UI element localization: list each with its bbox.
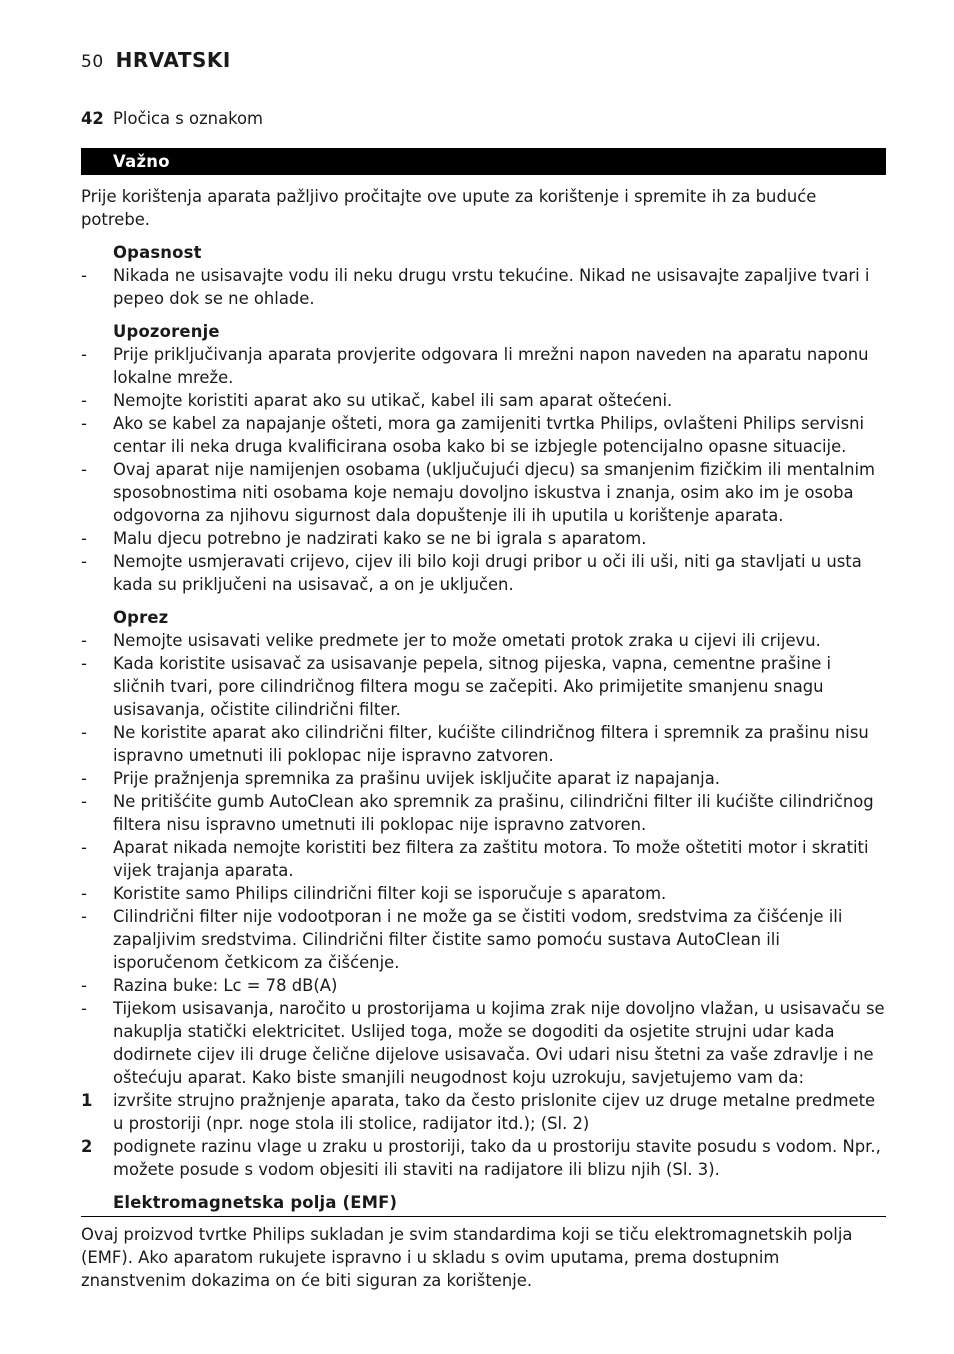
bullet-marker: -: [81, 838, 87, 857]
bullet-marker: -: [81, 976, 87, 995]
caution-steps: [81, 1089, 886, 1181]
list-item: - Cilindrični filter nije vodootporan i ne može ga se čistiti vodom, sredstvima za čišćenje ili zapaljivim sredstvima. Cilindrični filter čistite samo pomoću sustava AutoClean ili isporučenom četkicom za čišćenje.: [81, 907, 843, 972]
list-item: - Ovaj aparat nije namijenjen osobama (uključujući djecu) sa smanjenim fizičkim ili mentalnim sposobnostima niti osobama koje nemaju dovoljno iskustva i znanja, osim ako im je osoba odgovorna za njihovu sigurnost dala dopuštenje ili ih uputila u korištenje aparata.: [81, 460, 875, 525]
step-number: 2: [81, 1137, 93, 1156]
list-item: - Razina buke: Lc = 78 dB(A): [81, 976, 338, 995]
legend-text: Pločica s oznakom: [113, 109, 264, 128]
bullet-marker: -: [81, 414, 87, 433]
bullet-marker: -: [81, 631, 87, 650]
list-item: - Ne pritišćite gumb AutoClean ako spremnik za prašinu, cilindrični filter ili kućište cilindričnog filtera nisu ispravno umetnuti ili poklopac nije ispravno zatvoren.: [81, 792, 874, 834]
list-item: - Ako se kabel za napajanje ošteti, mora ga zamijeniti tvrtka Philips, ovlašteni Philips servisni centar ili neka druga kvalificirana osoba kako bi se izbjegle potencijalno opasne situacije.: [81, 414, 865, 456]
bullet-marker: -: [81, 654, 87, 673]
page-content: [81, 107, 886, 1302]
legend-item: [81, 107, 886, 130]
important-intro: Prije korištenja aparata pažljivo pročitajte ove upute za korištenje i spremite ih za buduće potrebe.: [81, 187, 817, 229]
list-item: - Koristite samo Philips cilindrični filter koji se isporučuje s aparatom.: [81, 884, 667, 903]
step-item: 2 podignete razinu vlage u zraku u prostoriji, tako da u prostoriju stavite posudu s vodom. Npr., možete posude s vodom objesiti ili staviti na radijatore ili blizu njih (Sl. 3).: [81, 1137, 881, 1179]
emf-text: Ovaj proizvod tvrtke Philips sukladan je svim standardima koji se tiču elektromagnetskih polja (EMF). Ako aparatom rukujete ispravno i u skladu s ovim uputama, prema dostupnim znanstvenim dokazima on će biti siguran za korištenje.: [81, 1225, 853, 1290]
list-item: - Nikada ne usisavajte vodu ili neku drugu vrstu tekućine. Nikad ne usisavajte zapaljive tvari i pepeo dok se ne ohlade.: [81, 266, 870, 308]
step-number: 1: [81, 1091, 93, 1110]
list-item: - Tijekom usisavanja, naročito u prostorijama u kojima zrak nije dovoljno vlažan, u usisavaču se nakuplja statički elektricitet. Uslijed toga, može se dogoditi da osjetite strujni udar kada dodirnete cijev ili druge čelične dijelove usisavača. Ovi udari nisu štetni za vaše zdravlje i ne oštećuju aparat. Kako biste smanjili neugodnost koju uzrokuju, savjetujemo vam da:: [81, 999, 885, 1087]
bullet-marker: -: [81, 884, 87, 903]
list-item: - Kada koristite usisavač za usisavanje pepela, sitnog pijeska, vapna, cementne prašine i sličnih tvari, pore cilindričnog filtera mogu se začepiti. Ako primijetite smanjenu snagu usisavanja, očistite cilindrični filter.: [81, 654, 832, 719]
emf-heading: Elektromagnetska polja (EMF): [81, 1191, 886, 1217]
caution-heading: Oprez: [113, 608, 169, 627]
bullet-marker: -: [81, 529, 87, 548]
bullet-marker: -: [81, 345, 87, 364]
list-item: - Nemojte usmjeravati crijevo, cijev ili bilo koji drugi pribor u oči ili uši, niti ga stavljati u usta kada su priključeni na usisavač, a on je uključen.: [81, 552, 862, 594]
caution-list: [81, 629, 886, 1089]
page-number: 50: [81, 52, 104, 72]
warning-list: [81, 343, 886, 596]
bullet-marker: -: [81, 723, 87, 742]
list-item: - Prije priključivanja aparata provjerite odgovara li mrežni napon naveden na aparatu naponu lokalne mreže.: [81, 345, 869, 387]
language-title: HRVATSKI: [115, 48, 231, 72]
list-item: - Prije pražnjenja spremnika za prašinu uvijek isključite aparat iz napajanja.: [81, 769, 720, 788]
bullet-marker: -: [81, 907, 87, 926]
legend-number: 42: [81, 109, 104, 128]
bullet-marker: -: [81, 266, 87, 285]
bullet-marker: -: [81, 999, 87, 1018]
bullet-marker: -: [81, 391, 87, 410]
danger-heading: Opasnost: [113, 243, 202, 262]
list-item: - Aparat nikada nemojte koristiti bez filtera za zaštitu motora. To može oštetiti motor i skratiti vijek trajanja aparata.: [81, 838, 869, 880]
list-item: - Nemojte koristiti aparat ako su utikač, kabel ili sam aparat oštećeni.: [81, 391, 673, 410]
bullet-marker: -: [81, 792, 87, 811]
warning-heading: Upozorenje: [113, 322, 220, 341]
bullet-marker: -: [81, 460, 87, 479]
bullet-marker: -: [81, 552, 87, 571]
step-item: 1 izvršite strujno pražnjenje aparata, tako da često prislonite cijev uz druge metalne predmete u prostoriji (npr. noge stola ili stolice, radijator itd.); (Sl. 2): [81, 1091, 876, 1133]
bullet-marker: -: [81, 769, 87, 788]
list-item: - Malu djecu potrebno je nadzirati kako se ne bi igrala s aparatom.: [81, 529, 647, 548]
list-item: - Nemojte usisavati velike predmete jer to može ometati protok zraka u cijevi ili crijevu.: [81, 631, 821, 650]
section-heading-important: Važno: [81, 148, 886, 175]
page-header: [81, 48, 231, 72]
list-item: - Ne koristite aparat ako cilindrični filter, kućište cilindričnog filtera i spremnik za prašinu nisu ispravno umetnuti ili poklopac nije ispravno zatvoren.: [81, 723, 869, 765]
danger-list: [81, 264, 886, 310]
